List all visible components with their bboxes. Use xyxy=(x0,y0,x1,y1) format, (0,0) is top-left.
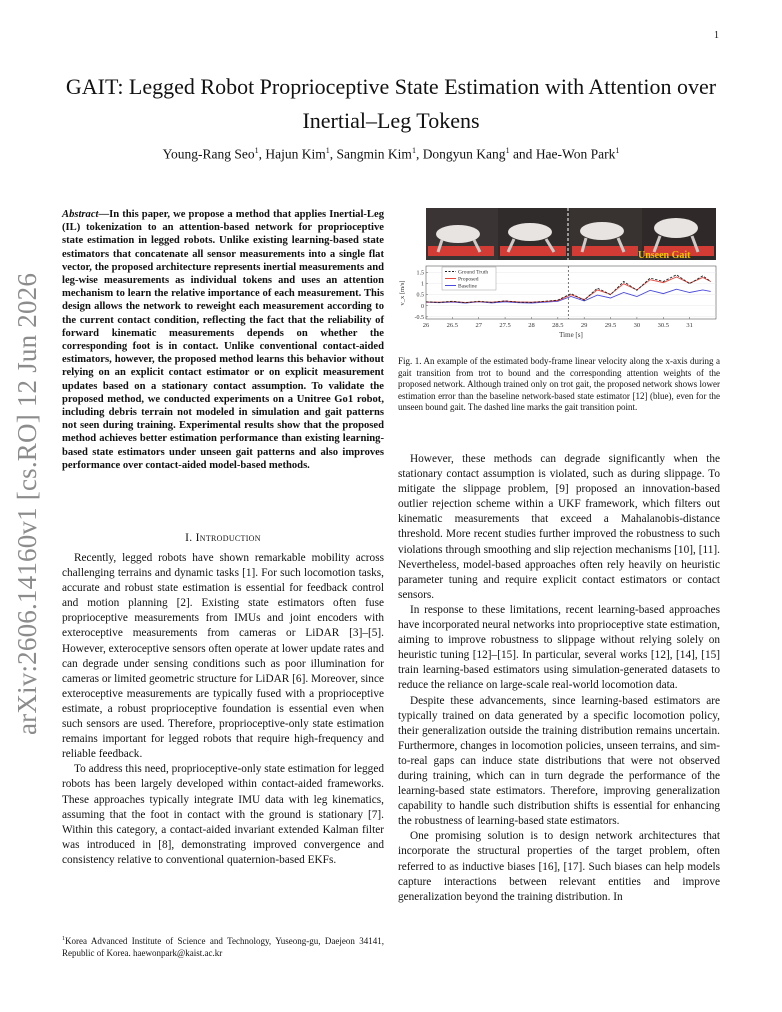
abstract-lead: Abstract xyxy=(62,209,99,220)
y-tick-label: 1 xyxy=(421,281,424,288)
velocity-chart xyxy=(399,266,716,339)
x-tick-label: 30 xyxy=(633,322,641,329)
arxiv-stamp: arXiv:2606.14160v1 [cs.RO] 12 Jun 2026 xyxy=(12,272,42,735)
legend-ground-truth: Ground Truth xyxy=(458,269,489,276)
author-list xyxy=(40,146,742,163)
x-tick-label: 26.5 xyxy=(446,322,459,329)
x-tick-label: 28.5 xyxy=(552,322,564,329)
figure-caption: Fig. 1. An example of the estimated body-frame linear velocity along the x-axis during a gait transition from trot to bound and the corresponding attention weights of the proposed network. Although trained only on trot gait, the proposed network shows lower estimation error than the baseline network-based state estimator [12] (blue), even for the unseen bound gait. The dashed line marks the gait transition point. xyxy=(398,356,720,413)
abstract-text: —In this paper, we propose a method that applies Inertial-Leg (IL) tokenization to an attention-based network for proprioceptive state estimation in legged robots. Unlike existing learning-based state estimators that concatenate all sensor measurements into a single flat vector, the proposed architecture represents inertial measurements and leg-wise measurements as individual tokens and uses an attention mechanism to learn the relative importance of each measurement. This design allows the network to reweight each measurement according to the current contact condition, reflecting the fact that the reliability of forward kinematic measurements depends on whether the corresponding foot is in contact. Unlike conventional contact-aided estimators, however, the proposed method learns this behavior without relying on an explicit contact estimator or on explicit measurement updates based on a stationary contact assumption. To validate the proposed method, we conducted experiments on a Unitree Go1 robot, including debris terrain not modeled in simulation and gait patterns not seen during training. Experimental results show that the proposed method achieves better estimation performance than existing learning-based state estimators under unseen gait patterns and also improves performance over contact-aided model-based methods. xyxy=(62,209,384,471)
author-affiliation-mark: 1 xyxy=(254,146,259,155)
y-tick-label: 0.5 xyxy=(416,292,424,299)
paragraph: However, these methods can degrade significantly when the stationary contact assumption is violated, such as during slippage. To mitigate the slippage problem, [9] proposed an innovation-based outlier rejection scheme within a UKF framework, which filters out kinematic measurements that exceed a Mahalanobis-distance threshold. More recent studies further improved the robustness to such violations through smoothing and slip rejection mechanisms [10], [11]. Nevertheless, model-based approaches often rely heavily on heuristic parameter tuning and require explicit contact estimators or contact sensors. xyxy=(398,453,720,601)
unseen-gait-label: Unseen Gait xyxy=(638,250,691,261)
x-tick-label: 29.5 xyxy=(604,322,617,329)
paragraph: Recently, legged robots have shown remarkable mobility across challenging terrains and dynamic tasks [1]. For such locomotion tasks, accurate and robust state estimation is essential for feedback control and motion planning [2]. Existing state estimators often fuse proprioceptive measurements from IMUs and joint encoders with exteroceptive measurements from cameras or LiDAR [3]–[5]. However, exteroceptive sensors often operate at lower update rates and can degrade under sensing conditions such as poor illumination for cameras or limited geometric structure for LiDAR [6]. Moreover, since exteroceptive measurements are typically fused with a proprioceptive estimate, a robust proprioceptive foundation is essential even when such sensors are used. Therefore, proprioceptive-only state estimation remains important for legged robots that require high-frequency and reliable feedback. xyxy=(62,552,384,761)
x-tick-label: 30.5 xyxy=(657,322,669,329)
x-tick-label: 31 xyxy=(686,322,693,329)
y-axis-label: v_x [m/s] xyxy=(399,280,406,306)
x-axis-label: Time [s] xyxy=(559,331,583,339)
footnote-text: Korea Advanced Institute of Science and Technology, Yuseong-gu, Daejeon 34141, Republic of Korea. haewonpark@kaist.ac.kr xyxy=(62,936,384,958)
y-tick-label: -0.5 xyxy=(414,314,424,321)
author-affiliation-mark: 1 xyxy=(505,146,510,155)
right-column-body xyxy=(398,452,720,905)
footnote xyxy=(62,933,384,959)
left-column-body xyxy=(62,551,384,868)
x-tick-label: 29 xyxy=(580,322,588,329)
author-name: Sangmin Kim xyxy=(336,146,412,162)
paragraph: In response to these limitations, recent learning-based approaches have incorporated neural networks into proprioceptive state estimation, aiming to improve robustness to slippage without relying solely on heuristic tuning [12]–[15]. In particular, several works [12], [14], [15] train learning-based estimators using simulation-generated datasets to reduce the reliance on large-scale real-world locomotion data. xyxy=(398,603,720,692)
legend-proposed: Proposed xyxy=(458,276,479,283)
paragraph: Despite these advancements, since learning-based estimators are typically trained on data generated by a specific locomotion policy, their generalization outside the training distribution remains uncertain. Furthermore, changes in locomotion policies, unseen terrains, and sim-to-real gaps can induce state distributions that were not observed during training, which can in turn degrade the performance of the learning-based state estimators. Therefore, improving generalization capability to handle such distribution shifts is essential for enhancing the robustness of learning-based state estimators. xyxy=(398,694,720,828)
robot-photo-strip xyxy=(426,208,716,261)
author-separator: and xyxy=(509,146,536,162)
paragraph: To address this need, proprioceptive-only state estimation for legged robots has been largely developed within contact-aided frameworks. These approaches typically integrate IMU data with leg kinematics, assuming that the foot in contact with the ground is stationary [7]. Within this category, a contact-aided invariant extended Kalman filter was introduced in [8], demonstrating improved convergence and consistency relative to conventional quaternion-based EKFs. xyxy=(62,763,384,866)
footnote-mark: 1 xyxy=(62,936,65,942)
page-number: 1 xyxy=(714,30,719,41)
x-tick-label: 28 xyxy=(528,322,535,329)
section-heading: I. Introduction xyxy=(185,532,261,544)
x-tick-label: 27.5 xyxy=(499,322,511,329)
x-tick-label: 26 xyxy=(422,322,430,329)
y-tick-label: 0 xyxy=(421,303,424,310)
y-tick-label: 1.5 xyxy=(416,270,424,277)
paper-title: GAIT: Legged Robot Proprioceptive State Estimation with Attention over Inertial–Leg Tokens xyxy=(65,74,717,133)
author-separator: , xyxy=(258,146,266,162)
author-separator: , xyxy=(329,146,337,162)
chart-legend xyxy=(442,267,496,290)
legend-baseline: Baseline xyxy=(458,283,477,290)
author-name: Hajun Kim xyxy=(265,146,326,162)
author-affiliation-mark: 1 xyxy=(325,146,330,155)
author-affiliation-mark: 1 xyxy=(615,146,620,155)
paragraph: One promising solution is to design network architectures that incorporate the structural properties of the target problem, often referred to as inductive biases [16], [17]. Such biases can help models capture interactions between relevant entities and improve generalization beyond the training distribution. In xyxy=(398,830,720,903)
author-name: Young-Rang Seo xyxy=(162,146,255,162)
figure-1-svg xyxy=(398,206,722,350)
figure-1 xyxy=(398,206,722,350)
author-name: Hae-Won Park xyxy=(535,146,616,162)
abstract xyxy=(62,208,384,472)
author-name: Dongyun Kang xyxy=(422,146,506,162)
x-tick-label: 27 xyxy=(475,322,482,329)
author-separator: , xyxy=(415,146,423,162)
author-affiliation-mark: 1 xyxy=(411,146,416,155)
